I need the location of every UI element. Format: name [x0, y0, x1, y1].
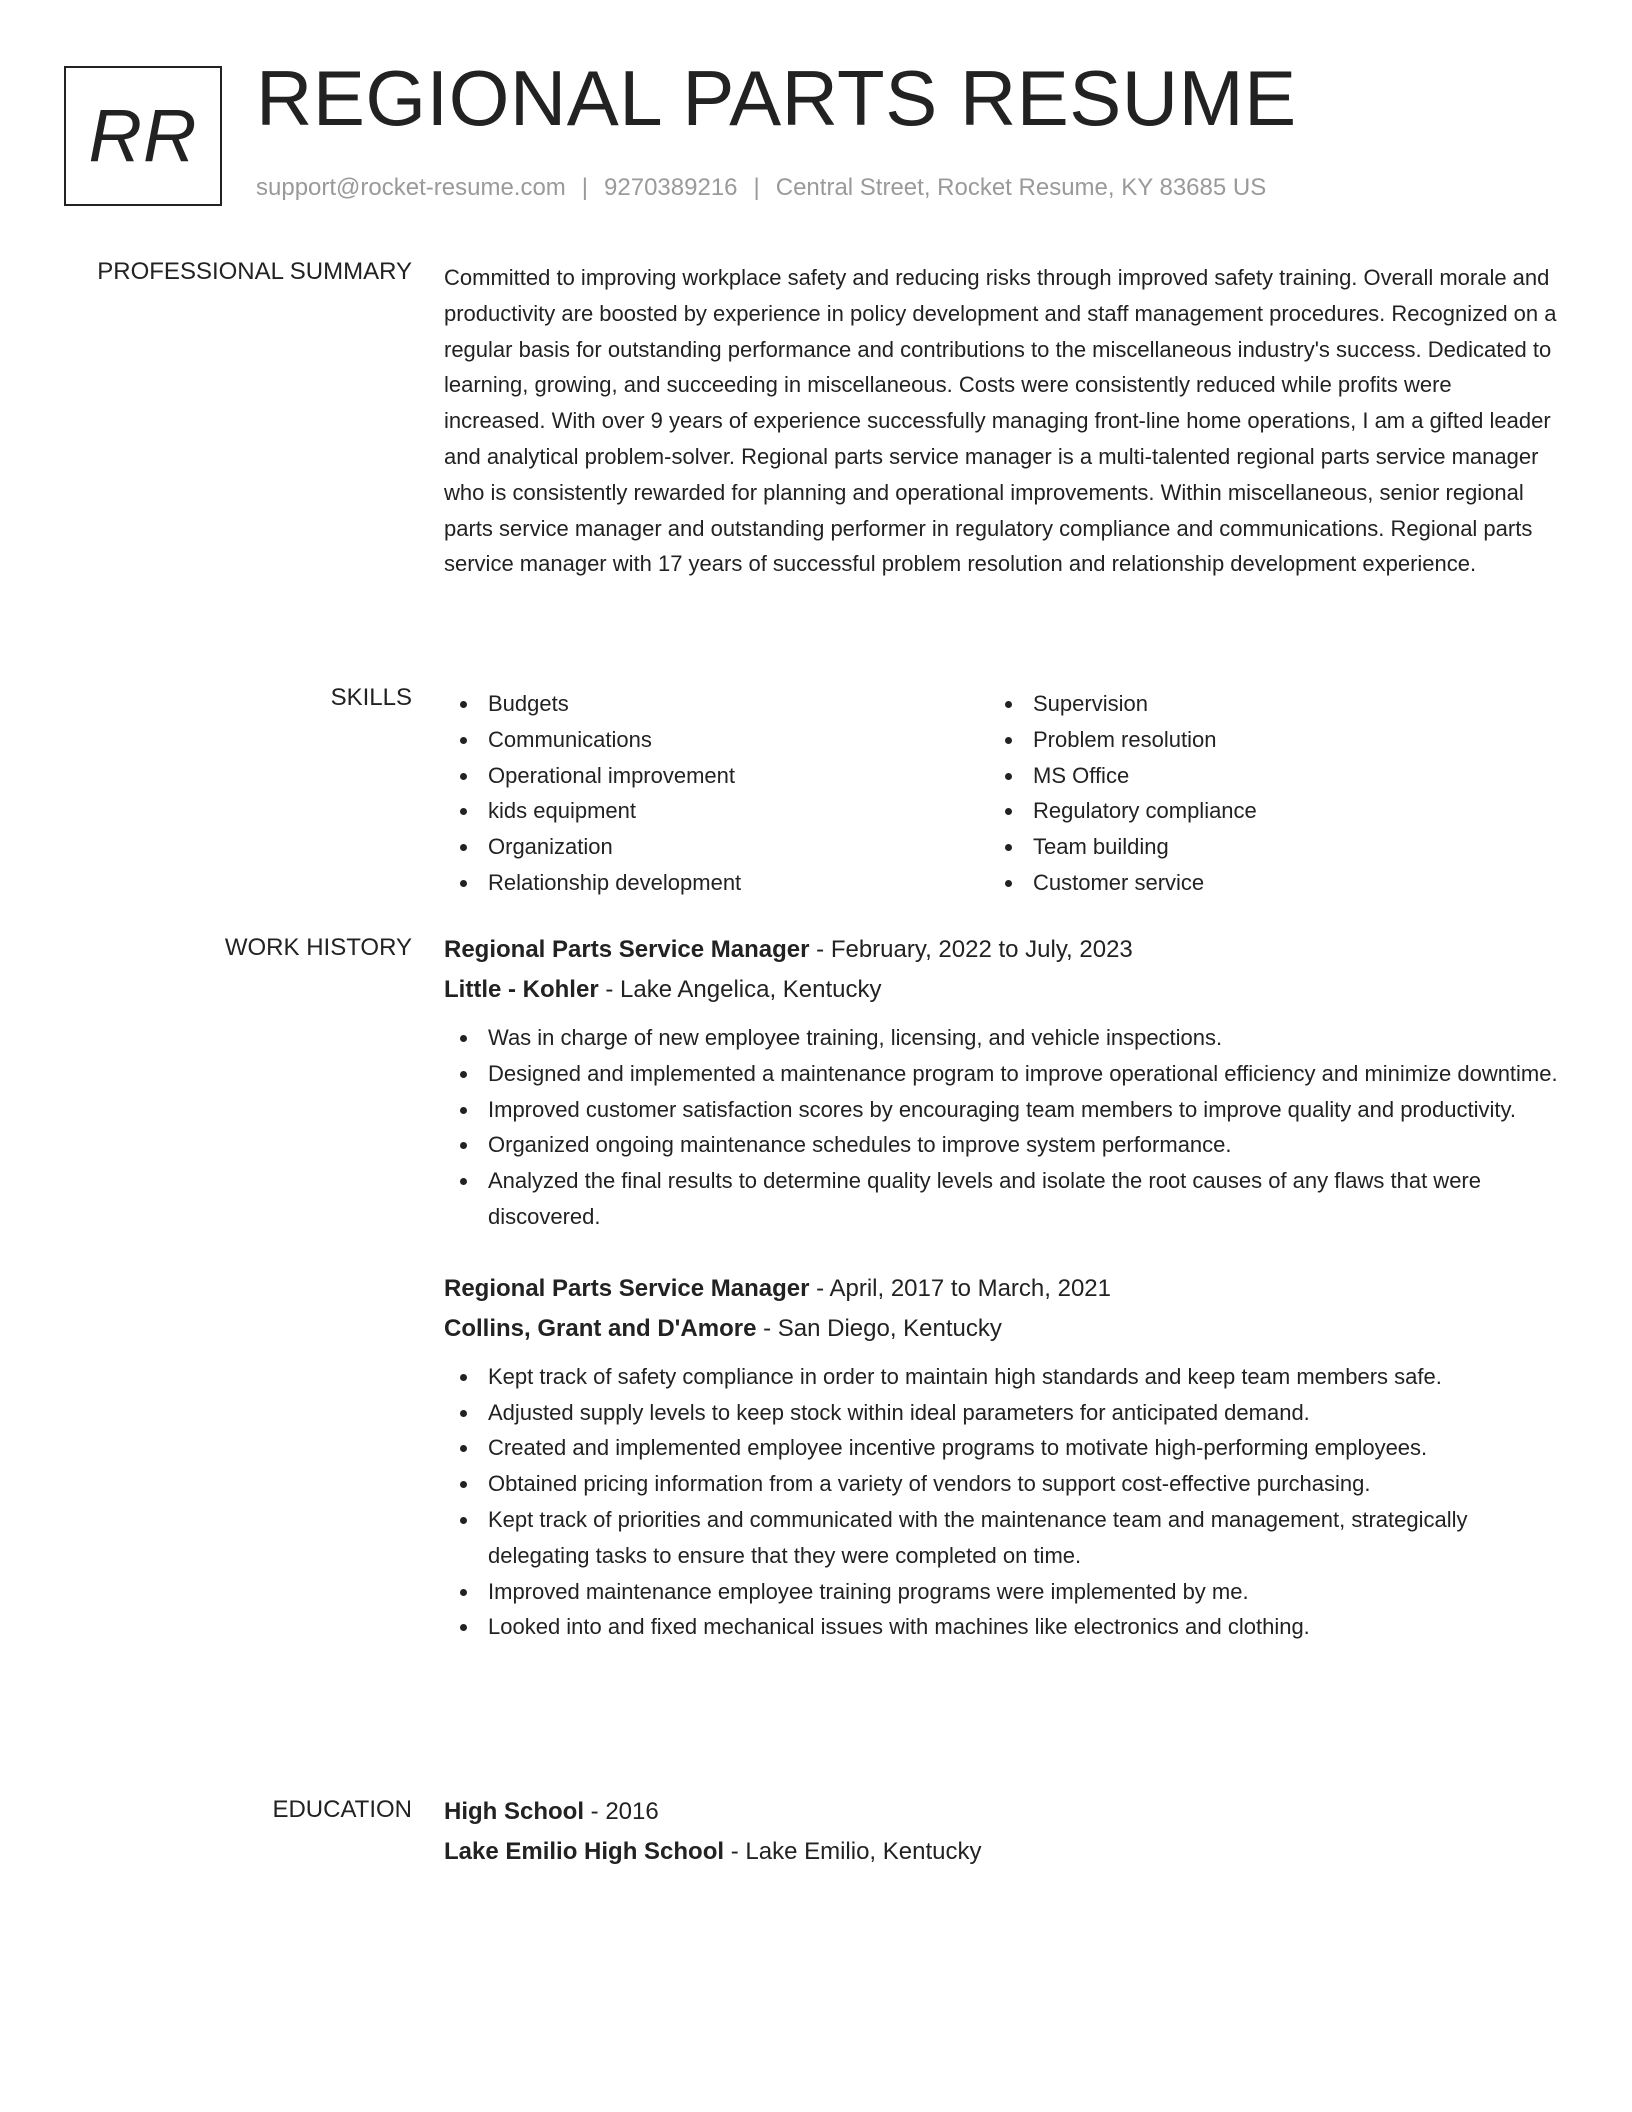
- contact-line: [256, 174, 1266, 202]
- job-bullet: Was in charge of new employee training, licensing, and vehicle inspections.: [444, 1020, 1558, 1056]
- job-title: Regional Parts Service Manager: [444, 1274, 810, 1302]
- summary-text: Committed to improving workplace safety and reducing risks through improved safety training. Overall morale and productivity are boosted by experience in policy development and staff management procedures. Recognized on a regular basis for outstanding performance and contributions to the miscellaneous industry's success. Dedicated to learning, growing, and succeeding in miscellaneous. Costs were consistently reduced while profits were increased. With over 9 years of experience successfully managing front-line home operations, I am a gifted leader and analytical problem-solver. Regional parts service manager is a multi-talented regional parts service manager who is consistently rewarded for planning and operational improvements. Within miscellaneous, senior regional parts service manager and outstanding performer in regulatory compliance and communications. Regional parts service manager with 17 years of successful problem resolution and relationship development experience.: [444, 265, 1557, 577]
- skills-list-right: [989, 686, 1534, 901]
- monogram-box: [64, 66, 222, 206]
- job-dates: - April, 2017 to March, 2021: [809, 1274, 1111, 1302]
- skills-body: [444, 686, 1558, 901]
- job-title-line: [444, 1269, 1558, 1309]
- skill-item: Relationship development: [444, 865, 989, 901]
- skill-item: Customer service: [989, 865, 1534, 901]
- job-bullet: Analyzed the final results to determine quality levels and isolate the root causes of any flaws that were discovered.: [444, 1163, 1558, 1235]
- skill-item: Budgets: [444, 686, 989, 722]
- education-body: [444, 1792, 1558, 1872]
- education-degree-line: [444, 1792, 1558, 1832]
- contact-email: support@rocket-resume.com: [256, 174, 566, 201]
- job-location: - Lake Angelica, Kentucky: [598, 976, 882, 1003]
- education-degree: High School: [444, 1798, 584, 1825]
- job-company-line: [444, 970, 1558, 1010]
- job-bullet: Kept track of priorities and communicated with the maintenance team and management, strategically delegating tasks to ensure that they were completed on time.: [444, 1502, 1558, 1574]
- job-bullet: Improved customer satisfaction scores by encouraging team members to improve quality and productivity.: [444, 1092, 1558, 1128]
- education-school-line: [444, 1832, 1558, 1872]
- skill-item: Team building: [989, 829, 1534, 865]
- education-school: Lake Emilio High School: [444, 1838, 725, 1865]
- job-company: Little - Kohler: [444, 976, 599, 1003]
- contact-separator: |: [581, 174, 589, 201]
- job-entry: [444, 930, 1558, 1235]
- summary-body: [444, 260, 1558, 582]
- contact-address: Central Street, Rocket Resume, KY 83685 US: [775, 174, 1267, 201]
- skill-item: Organization: [444, 829, 989, 865]
- skill-item: Supervision: [989, 686, 1534, 722]
- job-dates: - February, 2022 to July, 2023: [809, 936, 1133, 963]
- job-bullet: Created and implemented employee incentive programs to motivate high-performing employees.: [444, 1430, 1558, 1466]
- job-bullet: Looked into and fixed mechanical issues with machines like electronics and clothing.: [444, 1609, 1558, 1645]
- skill-item: kids equipment: [444, 793, 989, 829]
- job-bullet: Organized ongoing maintenance schedules to improve system performance.: [444, 1127, 1558, 1163]
- job-company: Collins, Grant and D'Amore: [444, 1314, 757, 1342]
- skill-item: Communications: [444, 722, 989, 758]
- section-label-skills: SKILLS: [330, 684, 412, 711]
- job-bullet: Obtained pricing information from a variety of vendors to support cost-effective purchasing.: [444, 1466, 1558, 1502]
- job-bullet: Adjusted supply levels to keep stock within ideal parameters for anticipated demand.: [444, 1395, 1558, 1431]
- education-location: - Lake Emilio, Kentucky: [724, 1838, 982, 1865]
- contact-phone: 9270389216: [604, 174, 738, 201]
- job-entry: [444, 1269, 1558, 1645]
- job-bullet: Designed and implemented a maintenance program to improve operational efficiency and minimize downtime.: [444, 1056, 1558, 1092]
- section-label-summary: PROFESSIONAL SUMMARY: [97, 258, 412, 285]
- job-location: - San Diego, Kentucky: [756, 1314, 1002, 1342]
- job-title-line: [444, 930, 1558, 970]
- job-bullet: Kept track of safety compliance in order to maintain high standards and keep team members safe.: [444, 1359, 1558, 1395]
- work-history-body: [444, 930, 1558, 1645]
- section-label-work-history: WORK HISTORY: [224, 934, 412, 961]
- monogram-initials: RR: [88, 94, 198, 177]
- job-title: Regional Parts Service Manager: [444, 936, 810, 963]
- section-label-education: EDUCATION: [272, 1796, 412, 1823]
- job-bullet-list: [444, 1359, 1558, 1645]
- job-bullet-list: [444, 1020, 1558, 1235]
- education-year: - 2016: [584, 1798, 659, 1825]
- skills-columns: [444, 686, 1558, 901]
- job-company-line: [444, 1309, 1558, 1349]
- skill-item: MS Office: [989, 758, 1534, 794]
- skill-item: Operational improvement: [444, 758, 989, 794]
- job-bullet: Improved maintenance employee training programs were implemented by me.: [444, 1574, 1558, 1610]
- skill-item: Regulatory compliance: [989, 793, 1534, 829]
- skill-item: Problem resolution: [989, 722, 1534, 758]
- resume-title: REGIONAL PARTS RESUME: [256, 54, 1297, 142]
- skills-list-left: [444, 686, 989, 901]
- contact-separator: |: [753, 174, 760, 201]
